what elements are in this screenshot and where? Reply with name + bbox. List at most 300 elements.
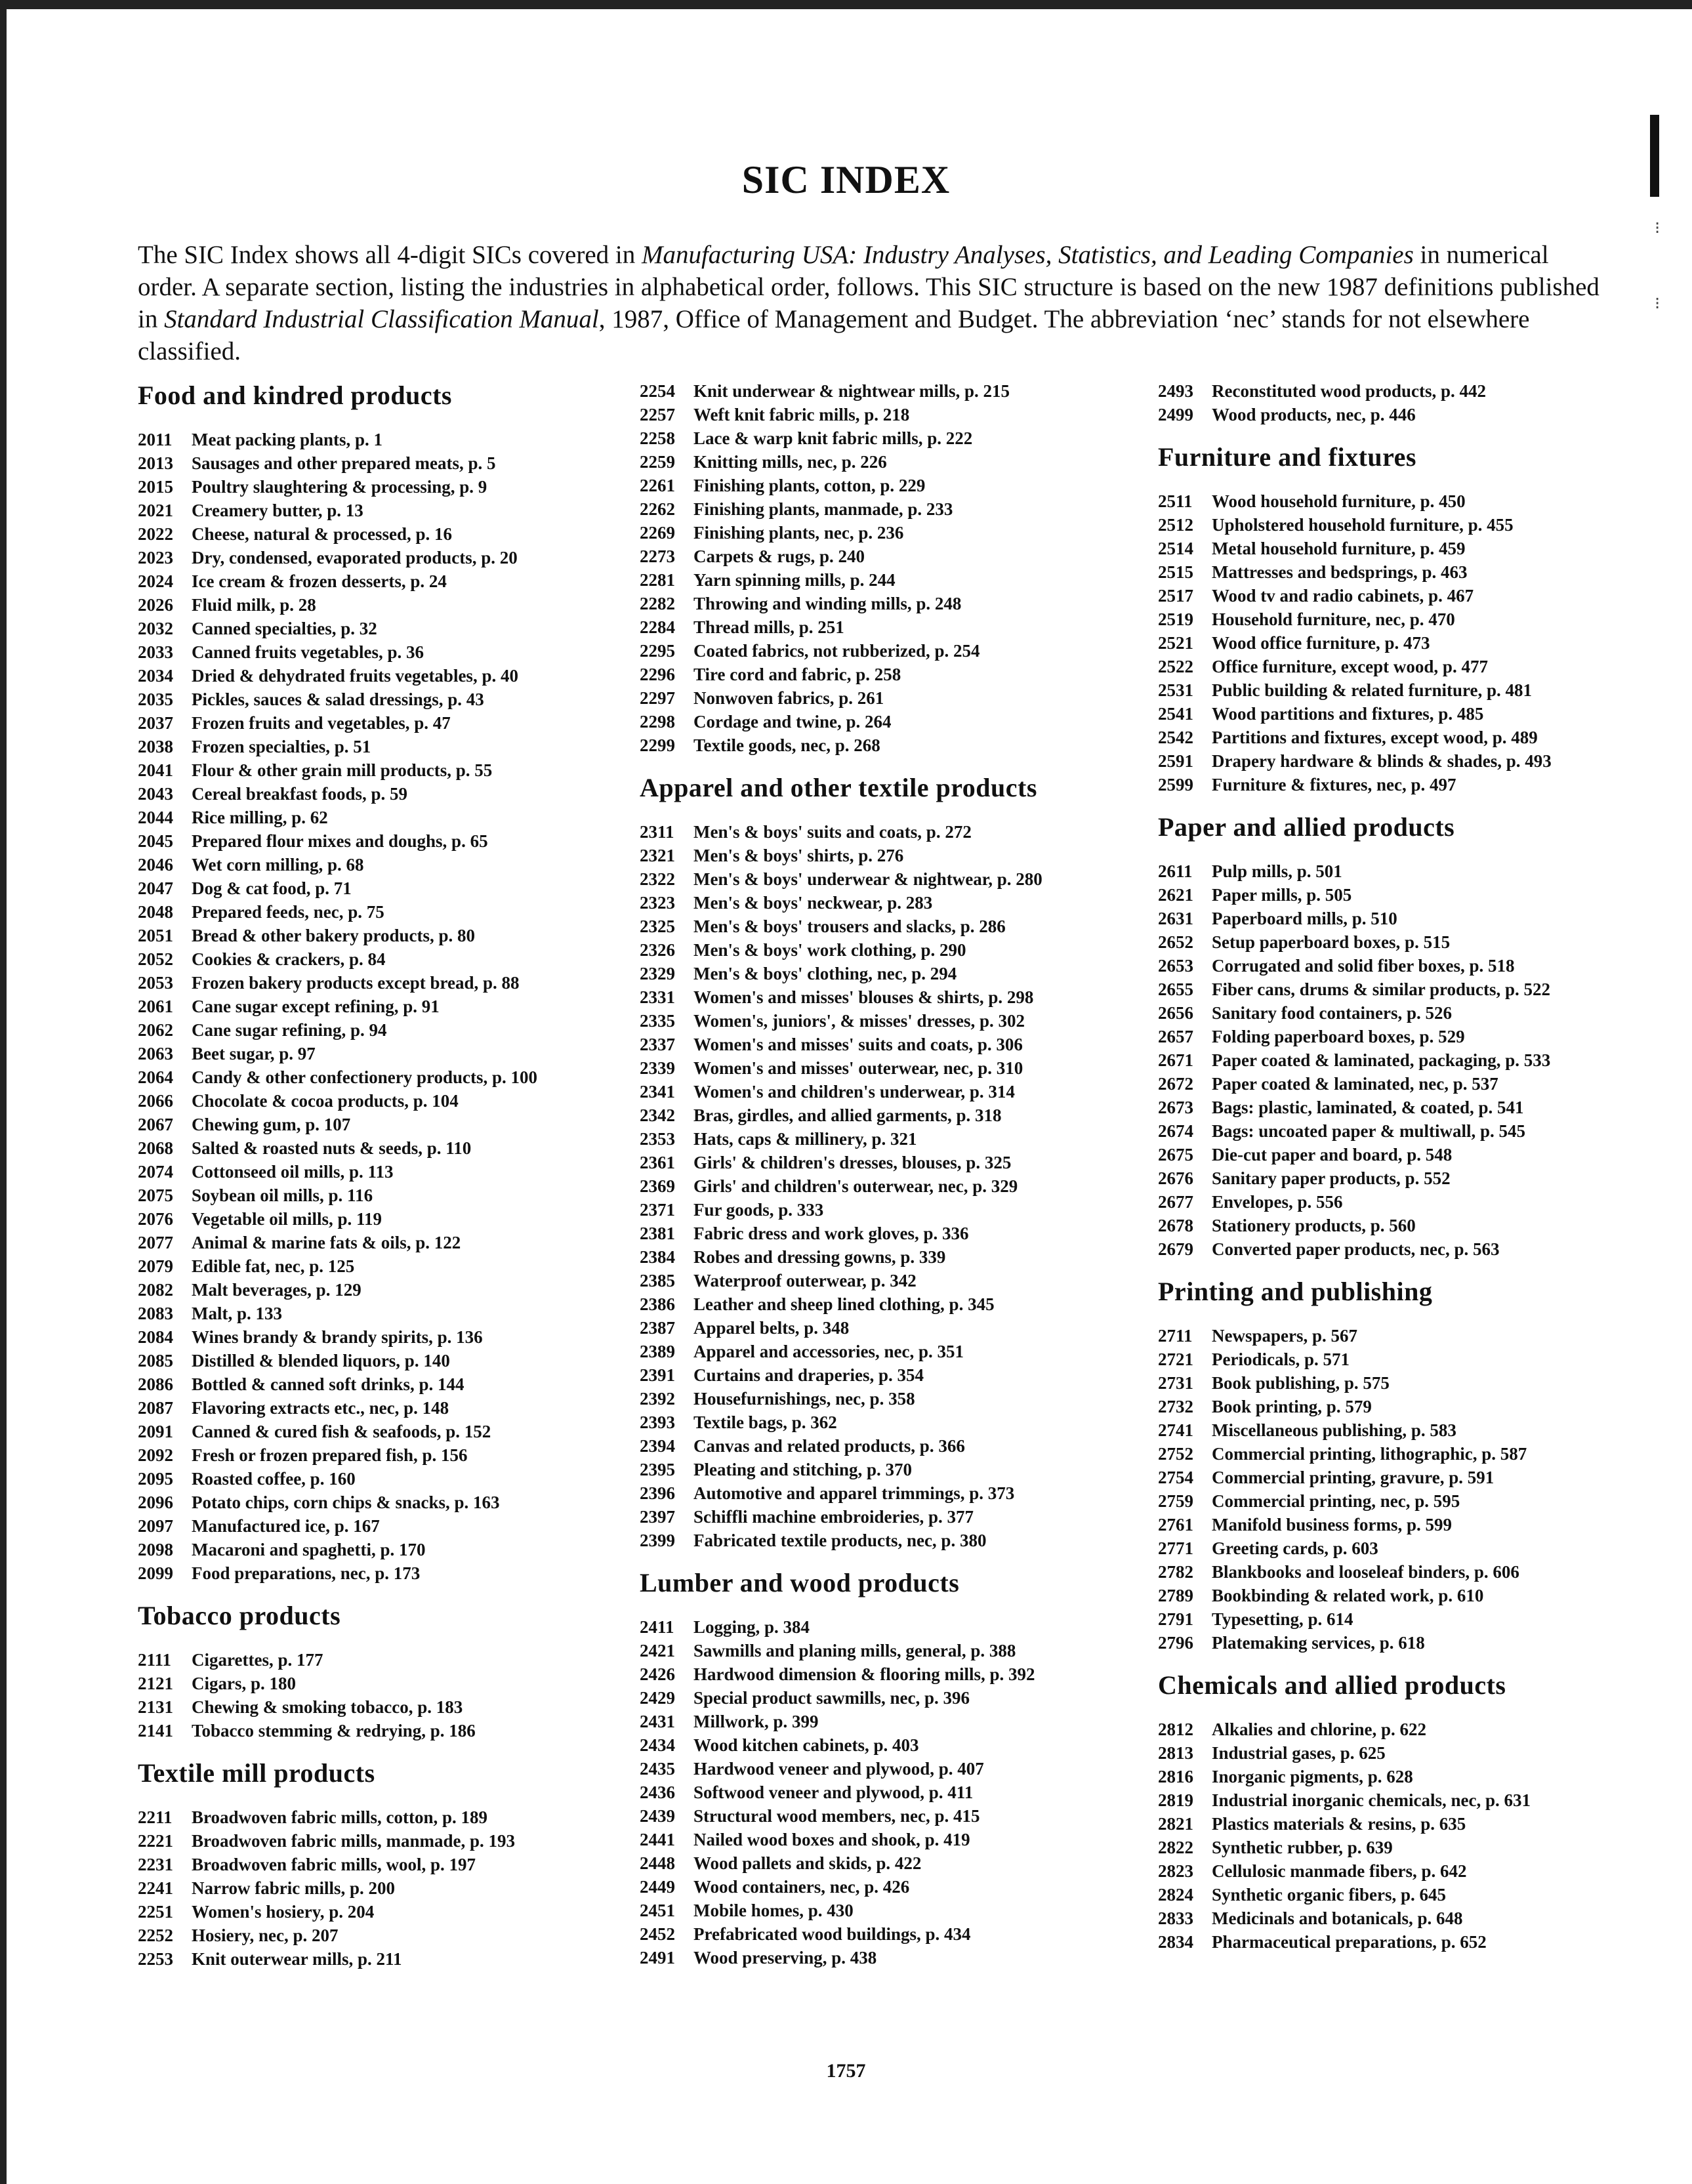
sic-code: 2397 <box>640 1507 675 1527</box>
industry-description: Furniture & fixtures, nec, p. 497 <box>1212 775 1456 794</box>
section-heading: Tobacco products <box>138 1601 341 1630</box>
sic-code: 2531 <box>1158 680 1193 700</box>
sic-entry <box>138 900 623 924</box>
sic-entry <box>138 617 623 640</box>
sic-entry <box>1158 1513 1670 1536</box>
industry-description: Chocolate & cocoa products, p. 104 <box>192 1091 459 1111</box>
industry-description: Finishing plants, manmade, p. 233 <box>693 499 953 519</box>
sic-entry <box>640 1363 1151 1387</box>
sic-entry <box>1158 702 1670 726</box>
sic-entry <box>138 428 623 451</box>
sic-entry <box>1158 513 1670 537</box>
sic-code: 2517 <box>1158 586 1193 606</box>
industry-description: Flour & other grain mill products, p. 55 <box>192 760 493 780</box>
sic-entry <box>1158 1930 1670 1954</box>
sic-entry <box>640 1686 1151 1710</box>
industry-description: Paperboard mills, p. 510 <box>1212 909 1397 928</box>
sic-code: 2079 <box>138 1256 173 1276</box>
sic-entry <box>640 426 1151 450</box>
industry-description: Thread mills, p. 251 <box>693 617 844 637</box>
industry-description: Wood household furniture, p. 450 <box>1212 491 1466 511</box>
sic-entry <box>138 1420 623 1443</box>
sic-code: 2321 <box>640 846 675 865</box>
sic-entry <box>640 915 1151 938</box>
sic-entry <box>640 686 1151 710</box>
index-column-2 <box>640 379 1151 1969</box>
sic-entry <box>138 1876 623 1900</box>
industry-description: Logging, p. 384 <box>693 1617 810 1637</box>
sic-entry <box>640 820 1151 844</box>
sic-code: 2211 <box>138 1807 173 1827</box>
sic-entry <box>1158 1812 1670 1836</box>
section-heading: Printing and publishing <box>1158 1277 1433 1306</box>
sic-code: 2297 <box>640 688 675 708</box>
sic-code: 2141 <box>138 1721 173 1741</box>
industry-description: Soybean oil mills, p. 116 <box>192 1185 373 1205</box>
sic-code: 2387 <box>640 1318 675 1338</box>
page-title: SIC INDEX <box>741 158 951 202</box>
sic-code: 2273 <box>640 546 675 566</box>
industry-description: Hosiery, nec, p. 207 <box>192 1926 339 1945</box>
industry-description: Paper coated & laminated, nec, p. 537 <box>1212 1074 1498 1094</box>
sic-code: 2099 <box>138 1563 173 1583</box>
intro-paragraph <box>138 239 1607 367</box>
sic-code: 2033 <box>138 642 173 662</box>
industry-description: Men's & boys' neckwear, p. 283 <box>693 893 933 913</box>
sic-entry <box>138 1231 623 1254</box>
sic-entry <box>138 1805 623 1829</box>
sic-code: 2322 <box>640 869 675 889</box>
industry-description: Housefurnishings, nec, p. 358 <box>693 1389 915 1409</box>
sic-entry <box>138 971 623 995</box>
sic-code: 2097 <box>138 1516 173 1536</box>
industry-description: Men's & boys' shirts, p. 276 <box>693 846 904 865</box>
sic-entry <box>138 829 623 853</box>
industry-description: Roasted coffee, p. 160 <box>192 1469 356 1489</box>
sic-code: 2098 <box>138 1540 173 1559</box>
industry-description: Book publishing, p. 575 <box>1212 1373 1390 1393</box>
sic-code: 2361 <box>640 1153 675 1172</box>
sic-code: 2521 <box>1158 633 1193 653</box>
sic-code: 2053 <box>138 973 173 993</box>
sic-code: 2394 <box>640 1436 675 1456</box>
sic-code: 2087 <box>138 1398 173 1418</box>
sic-code: 2441 <box>640 1830 675 1849</box>
sic-entry <box>1158 1718 1670 1741</box>
sic-entry <box>138 1018 623 1042</box>
sic-code: 2038 <box>138 737 173 756</box>
sic-entry <box>138 1514 623 1538</box>
sic-entry <box>640 1151 1151 1174</box>
industry-description: Broadwoven fabric mills, cotton, p. 189 <box>192 1807 487 1827</box>
industry-description: Wet corn milling, p. 68 <box>192 855 364 875</box>
sic-entry <box>1158 608 1670 631</box>
sic-code: 2384 <box>640 1247 675 1267</box>
sic-code: 2011 <box>138 430 173 449</box>
index-section <box>138 379 623 1585</box>
sic-code: 2067 <box>138 1115 173 1134</box>
sic-code: 2393 <box>640 1412 675 1432</box>
industry-description: Prepared flour mixes and doughs, p. 65 <box>192 831 488 851</box>
sic-code: 2051 <box>138 926 173 945</box>
industry-description: Hardwood dimension & flooring mills, p. 392 <box>693 1664 1035 1684</box>
sic-code: 2131 <box>138 1697 173 1717</box>
industry-description: Carpets & rugs, p. 240 <box>693 546 865 566</box>
sic-entry <box>640 1481 1151 1505</box>
industry-description: Special product sawmills, nec, p. 396 <box>693 1688 970 1708</box>
sic-code: 2439 <box>640 1806 675 1826</box>
industry-description: Softwood veneer and plywood, p. 411 <box>693 1782 974 1802</box>
industry-description: Textile goods, nec, p. 268 <box>693 735 880 755</box>
industry-description: Frozen specialties, p. 51 <box>192 737 371 756</box>
industry-description: Rice milling, p. 62 <box>192 808 328 827</box>
sic-code: 2519 <box>1158 609 1193 629</box>
industry-description: Manifold business forms, p. 599 <box>1212 1515 1453 1535</box>
sic-code: 2381 <box>640 1224 675 1243</box>
sic-code: 2096 <box>138 1493 173 1512</box>
sic-entry <box>640 379 1151 403</box>
sic-code: 2284 <box>640 617 675 637</box>
sic-entry <box>640 1245 1151 1269</box>
industry-description: Commercial printing, nec, p. 595 <box>1212 1491 1460 1511</box>
industry-description: Leather and sheep lined clothing, p. 345 <box>693 1294 995 1314</box>
sic-code: 2448 <box>640 1853 675 1873</box>
sic-entry <box>1158 1765 1670 1788</box>
sic-entry <box>138 1349 623 1372</box>
industry-description: Hardwood veneer and plywood, p. 407 <box>693 1759 984 1779</box>
industry-description: Girls' & children's dresses, blouses, p. 325 <box>693 1153 1012 1172</box>
sic-entry <box>640 1033 1151 1056</box>
sic-code: 2068 <box>138 1138 173 1158</box>
sic-entry <box>1158 1395 1670 1418</box>
sic-code: 2047 <box>138 878 173 898</box>
industry-description: Wood pallets and skids, p. 422 <box>693 1853 922 1873</box>
sic-entry <box>1158 1166 1670 1190</box>
sic-code: 2435 <box>640 1759 675 1779</box>
industry-description: Drapery hardware & blinds & shades, p. 493 <box>1212 751 1552 771</box>
sic-entry <box>640 1103 1151 1127</box>
sic-entry <box>1158 678 1670 702</box>
industry-description: Partitions and fixtures, except wood, p. 489 <box>1212 728 1538 747</box>
sic-entry <box>138 995 623 1018</box>
sic-entry <box>1158 1584 1670 1607</box>
sic-code: 2061 <box>138 997 173 1016</box>
sic-code: 2092 <box>138 1445 173 1465</box>
industry-description: Die-cut paper and board, p. 548 <box>1212 1145 1453 1164</box>
sic-entry <box>640 962 1151 985</box>
sic-entry <box>1158 1214 1670 1237</box>
industry-description: Bags: plastic, laminated, & coated, p. 541 <box>1212 1098 1524 1117</box>
index-column-3 <box>1158 379 1670 1954</box>
sic-entry <box>1158 1836 1670 1859</box>
sic-entry <box>1158 1324 1670 1348</box>
sic-entry <box>138 1947 623 1971</box>
sic-entry <box>640 1387 1151 1411</box>
sic-code: 2824 <box>1158 1885 1193 1905</box>
sic-code: 2385 <box>640 1271 675 1290</box>
sic-entry <box>138 1672 623 1695</box>
sic-entry <box>138 1325 623 1349</box>
sic-entry <box>1158 773 1670 796</box>
sic-entry <box>138 522 623 546</box>
sic-code: 2599 <box>1158 775 1193 794</box>
industry-description: Bottled & canned soft drinks, p. 144 <box>192 1374 464 1394</box>
sic-code: 2754 <box>1158 1468 1193 1487</box>
industry-description: Cigarettes, p. 177 <box>192 1650 323 1670</box>
sic-entry <box>1158 883 1670 907</box>
industry-description: Yarn spinning mills, p. 244 <box>693 570 896 590</box>
sic-entry <box>640 1875 1151 1899</box>
sic-entry <box>640 1009 1151 1033</box>
top-border-rule <box>0 0 1692 9</box>
sic-code: 2631 <box>1158 909 1193 928</box>
sic-entry <box>1158 1418 1670 1442</box>
sic-code: 2331 <box>640 987 675 1007</box>
sic-entry <box>1158 1190 1670 1214</box>
sic-entry <box>640 1529 1151 1552</box>
sic-code: 2655 <box>1158 979 1193 999</box>
sic-code: 2541 <box>1158 704 1193 724</box>
industry-description: Fabric dress and work gloves, p. 336 <box>693 1224 969 1243</box>
industry-description: Household furniture, nec, p. 470 <box>1212 609 1455 629</box>
sic-entry <box>1158 489 1670 513</box>
sic-entry <box>1158 1859 1670 1883</box>
sic-code: 2299 <box>640 735 675 755</box>
sic-code: 2084 <box>138 1327 173 1347</box>
sic-code: 2082 <box>138 1280 173 1300</box>
index-section <box>640 1567 1151 1969</box>
sic-code: 2261 <box>640 476 675 495</box>
sic-code: 2369 <box>640 1176 675 1196</box>
left-border-rule <box>0 0 7 2184</box>
sic-entry <box>1158 1883 1670 1906</box>
industry-description: Flavoring extracts etc., nec, p. 148 <box>192 1398 449 1418</box>
sic-code: 2823 <box>1158 1861 1193 1881</box>
sic-entry <box>1158 655 1670 678</box>
sic-code: 2045 <box>138 831 173 851</box>
sic-entry <box>1158 1788 1670 1812</box>
sic-code: 2511 <box>1158 491 1193 511</box>
sic-code: 2371 <box>640 1200 675 1220</box>
sic-entry <box>138 1900 623 1924</box>
industry-description: Sanitary food containers, p. 526 <box>1212 1003 1453 1023</box>
industry-description: Pleating and stitching, p. 370 <box>693 1460 913 1479</box>
industry-description: Fiber cans, drums & similar products, p. 522 <box>1212 979 1551 999</box>
industry-description: Knit underwear & nightwear mills, p. 215 <box>693 381 1010 401</box>
sic-code: 2451 <box>640 1901 675 1920</box>
industry-description: Miscellaneous publishing, p. 583 <box>1212 1420 1456 1440</box>
sic-entry <box>1158 1096 1670 1119</box>
industry-description: Wood preserving, p. 438 <box>693 1948 877 1968</box>
sic-code: 2752 <box>1158 1444 1193 1464</box>
sic-entry <box>138 735 623 758</box>
sic-entry <box>1158 930 1670 954</box>
industry-description: Throwing and winding mills, p. 248 <box>693 594 962 613</box>
sic-code: 2711 <box>1158 1326 1193 1346</box>
sic-entry <box>1158 1489 1670 1513</box>
industry-description: Knitting mills, nec, p. 226 <box>693 452 887 472</box>
sic-code: 2819 <box>1158 1790 1193 1810</box>
sic-entry <box>640 1639 1151 1662</box>
industry-description: Beet sugar, p. 97 <box>192 1044 316 1063</box>
industry-description: Nailed wood boxes and shook, p. 419 <box>693 1830 970 1849</box>
sic-entry <box>640 1174 1151 1198</box>
industry-description: Manufactured ice, p. 167 <box>192 1516 380 1536</box>
sic-code: 2673 <box>1158 1098 1193 1117</box>
sic-entry <box>138 1695 623 1719</box>
industry-description: Cheese, natural & processed, p. 16 <box>192 524 452 544</box>
sic-entry <box>138 1089 623 1113</box>
index-section <box>640 379 1151 757</box>
sic-code: 2091 <box>138 1422 173 1441</box>
industry-description: Wood tv and radio cabinets, p. 467 <box>1212 586 1474 606</box>
industry-description: Folding paperboard boxes, p. 529 <box>1212 1027 1465 1046</box>
sic-code: 2281 <box>640 570 675 590</box>
sic-code: 2076 <box>138 1209 173 1229</box>
industry-description: Cane sugar except refining, p. 91 <box>192 997 440 1016</box>
sic-code: 2074 <box>138 1162 173 1182</box>
sic-code: 2676 <box>1158 1168 1193 1188</box>
industry-description: Animal & marine fats & oils, p. 122 <box>192 1233 461 1252</box>
sic-code: 2452 <box>640 1924 675 1944</box>
sic-entry <box>640 1127 1151 1151</box>
industry-description: Setup paperboard boxes, p. 515 <box>1212 932 1451 952</box>
index-section <box>138 1599 623 1742</box>
sic-code: 2515 <box>1158 562 1193 582</box>
industry-description: Women's and misses' blouses & shirts, p. 298 <box>693 987 1034 1007</box>
sic-code: 2591 <box>1158 751 1193 771</box>
sic-entry <box>138 1136 623 1160</box>
sic-code: 2086 <box>138 1374 173 1394</box>
industry-description: Stationery products, p. 560 <box>1212 1216 1416 1235</box>
sic-code: 2732 <box>1158 1397 1193 1416</box>
industry-description: Typesetting, p. 614 <box>1212 1609 1353 1629</box>
industry-description: Wood containers, nec, p. 426 <box>693 1877 910 1897</box>
industry-description: Women's and misses' suits and coats, p. 306 <box>693 1035 1023 1054</box>
sic-entry <box>138 782 623 806</box>
sic-code: 2023 <box>138 548 173 567</box>
sic-entry <box>640 1662 1151 1686</box>
sic-entry <box>1158 1466 1670 1489</box>
sic-code: 2032 <box>138 619 173 638</box>
industry-description: Paper mills, p. 505 <box>1212 885 1352 905</box>
industry-description: Edible fat, nec, p. 125 <box>192 1256 355 1276</box>
sic-code: 2789 <box>1158 1586 1193 1605</box>
sic-entry <box>640 938 1151 962</box>
industry-description: Cordage and twine, p. 264 <box>693 712 892 731</box>
industry-description: Fabricated textile products, nec, p. 380 <box>693 1531 987 1550</box>
industry-description: Schiffli machine embroideries, p. 377 <box>693 1507 974 1527</box>
sic-code: 2254 <box>640 381 675 401</box>
sic-entry <box>138 499 623 522</box>
sic-entry <box>138 1396 623 1420</box>
sic-code: 2015 <box>138 477 173 497</box>
sic-entry <box>1158 403 1670 426</box>
industry-description: Food preparations, nec, p. 173 <box>192 1563 421 1583</box>
sic-code: 2675 <box>1158 1145 1193 1164</box>
sic-entry <box>138 1829 623 1853</box>
industry-description: Cigars, p. 180 <box>192 1674 297 1693</box>
sic-code: 2791 <box>1158 1609 1193 1629</box>
sic-entry <box>1158 1025 1670 1048</box>
sic-code: 2677 <box>1158 1192 1193 1212</box>
industry-description: Fluid milk, p. 28 <box>192 595 316 615</box>
industry-description: Corrugated and solid fiber boxes, p. 518 <box>1212 956 1515 976</box>
sic-code: 2221 <box>138 1831 173 1851</box>
sic-code: 2326 <box>640 940 675 960</box>
sic-entry <box>640 592 1151 615</box>
sic-code: 2411 <box>640 1617 674 1637</box>
sic-code: 2436 <box>640 1782 675 1802</box>
sic-code: 2833 <box>1158 1908 1193 1928</box>
index-section <box>1158 1275 1670 1655</box>
industry-description: Industrial gases, p. 625 <box>1212 1743 1386 1763</box>
sic-entry <box>138 711 623 735</box>
sic-entry <box>1158 954 1670 978</box>
industry-description: Prepared feeds, nec, p. 75 <box>192 902 384 922</box>
sic-entry <box>138 1113 623 1136</box>
sic-code: 2022 <box>138 524 173 544</box>
industry-description: Bags: uncoated paper & multiwall, p. 545 <box>1212 1121 1526 1141</box>
sic-entry <box>1158 1048 1670 1072</box>
sic-entry <box>138 593 623 617</box>
industry-description: Wood office furniture, p. 473 <box>1212 633 1430 653</box>
sic-code: 2434 <box>640 1735 675 1755</box>
sic-code: 2429 <box>640 1688 675 1708</box>
section-heading: Chemicals and allied products <box>1158 1670 1506 1700</box>
sic-code: 2542 <box>1158 728 1193 747</box>
sic-code: 2679 <box>1158 1239 1193 1259</box>
industry-description: Sawmills and planing mills, general, p. 388 <box>693 1641 1016 1660</box>
sic-code: 2514 <box>1158 539 1193 558</box>
sic-entry <box>1158 584 1670 608</box>
industry-description: Mobile homes, p. 430 <box>693 1901 854 1920</box>
industry-description: Metal household furniture, p. 459 <box>1212 539 1466 558</box>
sic-code: 2231 <box>138 1855 173 1874</box>
sic-code: 2621 <box>1158 885 1193 905</box>
industry-description: Curtains and draperies, p. 354 <box>693 1365 924 1385</box>
sic-code: 2493 <box>1158 381 1193 401</box>
industry-description: Synthetic organic fibers, p. 645 <box>1212 1885 1446 1905</box>
industry-description: Upholstered household furniture, p. 455 <box>1212 515 1514 535</box>
industry-description: Dried & dehydrated fruits vegetables, p. 40 <box>192 666 518 686</box>
industry-description: Inorganic pigments, p. 628 <box>1212 1767 1413 1786</box>
sic-code: 2335 <box>640 1011 675 1031</box>
industry-description: Nonwoven fabrics, p. 261 <box>693 688 884 708</box>
sic-code: 2337 <box>640 1035 675 1054</box>
sic-entry <box>1158 978 1670 1001</box>
sic-code: 2262 <box>640 499 675 519</box>
sic-code: 2657 <box>1158 1027 1193 1046</box>
industry-description: Men's & boys' trousers and slacks, p. 286 <box>693 917 1006 936</box>
sic-entry <box>138 688 623 711</box>
industry-description: Automotive and apparel trimmings, p. 373 <box>693 1483 1015 1503</box>
sic-entry <box>1158 1741 1670 1765</box>
industry-description: Poultry slaughtering & processing, p. 9 <box>192 477 487 497</box>
sic-code: 2353 <box>640 1129 675 1149</box>
sic-entry <box>138 1561 623 1585</box>
sic-entry <box>640 1340 1151 1363</box>
sic-entry <box>1158 1906 1670 1930</box>
sic-code: 2512 <box>1158 515 1193 535</box>
sic-code: 2295 <box>640 641 675 661</box>
sic-entry <box>138 664 623 688</box>
sic-code: 2121 <box>138 1674 173 1693</box>
margin-dots-lower: ⁝ <box>1655 294 1661 313</box>
sic-code: 2431 <box>640 1712 675 1731</box>
sic-entry <box>640 1411 1151 1434</box>
industry-description: Canned specialties, p. 32 <box>192 619 377 638</box>
